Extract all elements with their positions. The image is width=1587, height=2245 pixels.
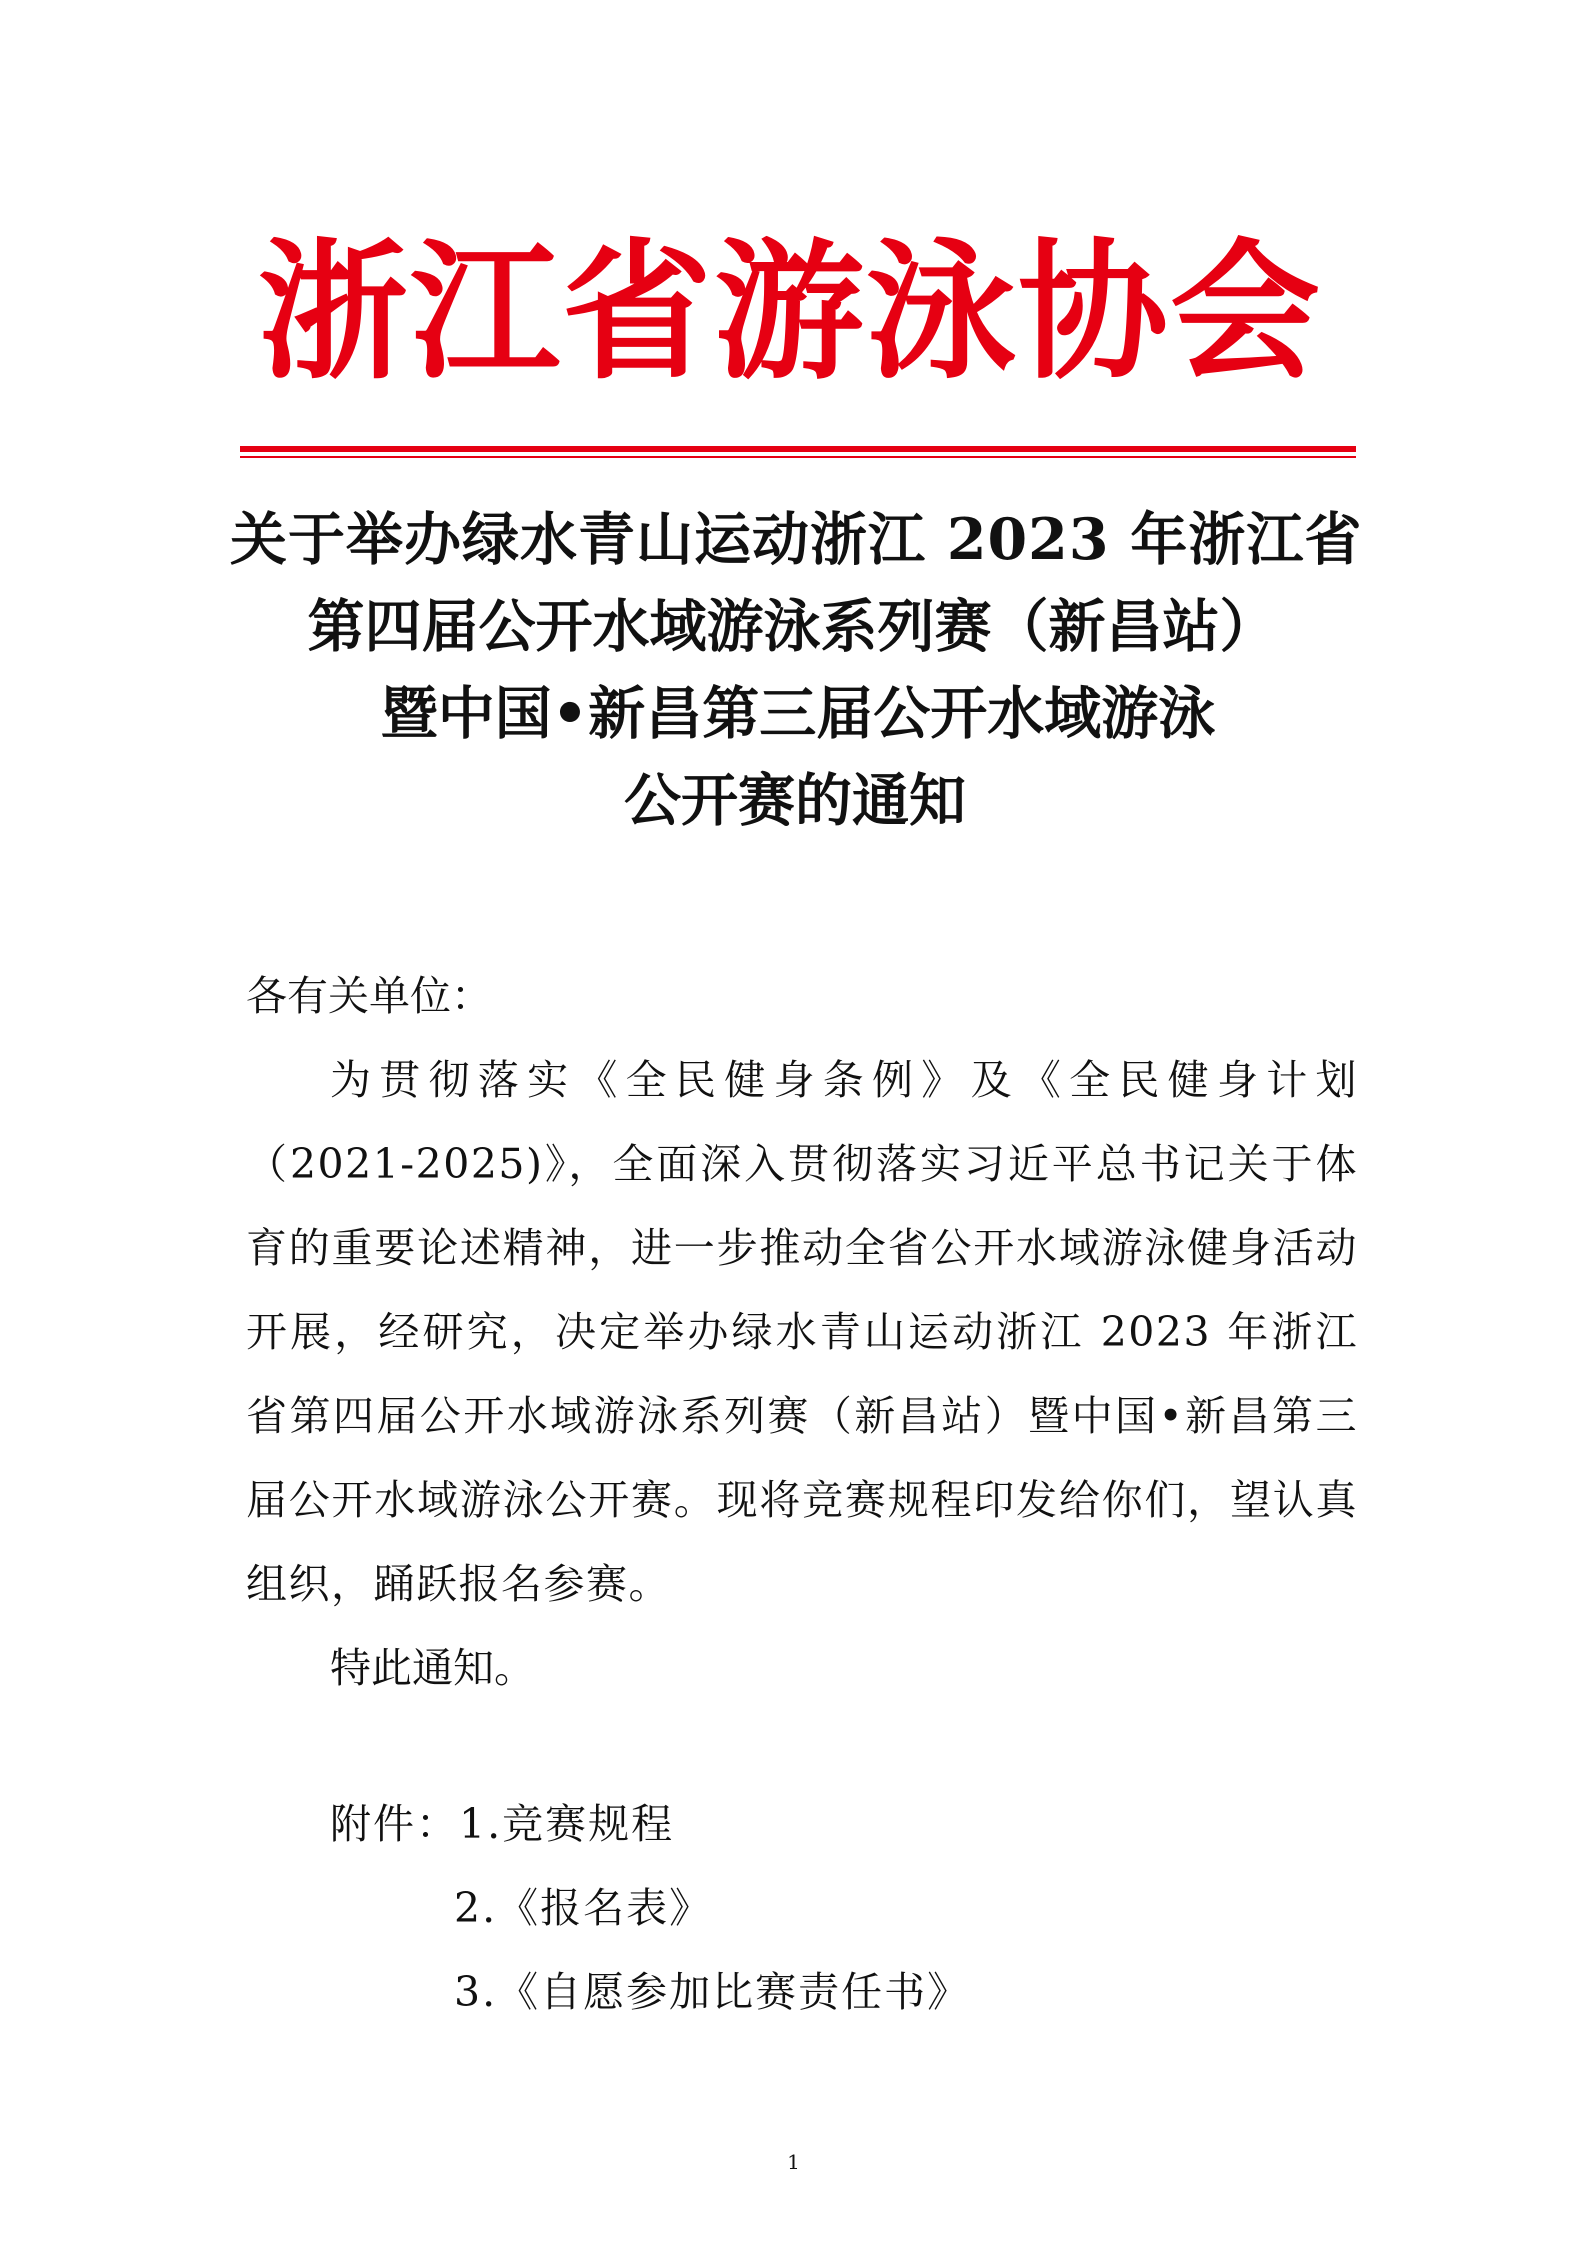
attachment-item-1 — [330, 1782, 1230, 1866]
document-title — [230, 496, 1363, 844]
salutation: 各有关单位： — [246, 972, 492, 1020]
title-line-4: 公开赛的通知 — [624, 767, 966, 834]
title-line-3: 暨中国•新昌第三届公开水域游泳 — [380, 680, 1216, 747]
attachment-item-3: 3.《自愿参加比赛责任书》 — [454, 1968, 971, 2016]
attachment-item-1-text: 1.竞赛规程 — [459, 1800, 675, 1848]
document-body — [246, 954, 1358, 1710]
attachments-label: 附件： — [330, 1800, 459, 1848]
letterhead-red-rule-thick — [240, 446, 1356, 452]
letterhead-red-rule-thin — [240, 456, 1356, 458]
title-line-2: 第四届公开水域游泳系列赛（新昌站） — [307, 593, 1277, 660]
page-number: 1 — [787, 2150, 800, 2174]
closing-line: 特此通知。 — [330, 1644, 535, 1692]
attachments-list — [330, 1782, 1230, 2034]
title-line-1: 关于举办绿水青山运动浙江 2023 年浙江省 — [230, 506, 1363, 573]
attachment-item-2: 2.《报名表》 — [454, 1884, 713, 1932]
body-paragraph: 为贯彻落实《全民健身条例》及《全民健身计划（2021-2025)》，全面深入贯彻落实习近平总书记关于体育的重要论述精神，进一步推动全省公开水域游泳健身活动开展，经研究，决定举办绿水青山运动浙江 2023 年浙江省第四届公开水域游泳系列赛（新昌站）暨中国•新昌第三届公开水域游泳公开赛。现将竞赛规程印发给你们，望认真组织，踊跃报名参赛。 — [246, 1056, 1358, 1608]
organization-letterhead: 浙江省游泳协会 — [257, 224, 1322, 400]
